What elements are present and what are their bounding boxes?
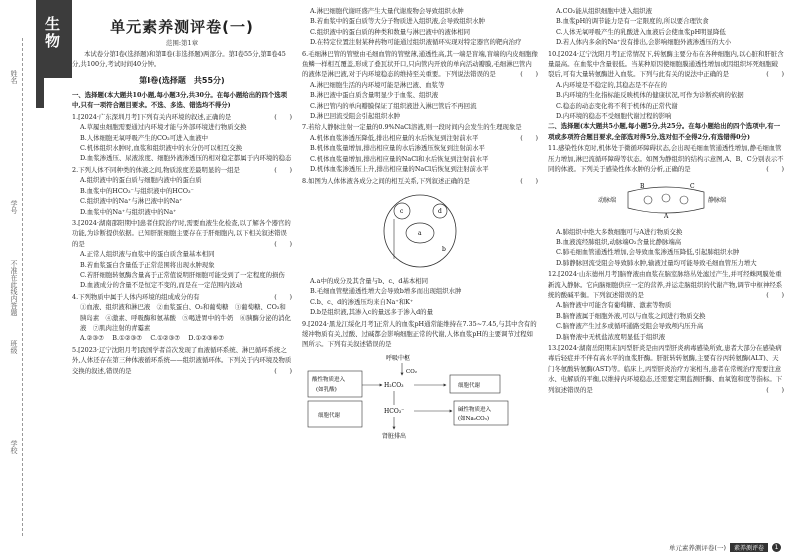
ph-regulation-figure xyxy=(302,353,538,441)
answer-blank: ( ) xyxy=(274,239,292,248)
option-d: D.机体血浆渗透压上升,排出相应量的NaCl后恢复到注射前水平 xyxy=(310,165,489,174)
q5-option-c: C.组织液中的蛋白质的种类和数量与淋巴液中的液体相同 xyxy=(310,27,471,36)
footer-badge: 素养测评卷 xyxy=(730,543,768,552)
option-d: D.血液成分的含量不是恒定不变的,而是在一定范围内波动 xyxy=(80,281,243,290)
acid-src-label: (如乳酸) xyxy=(316,386,337,393)
option-a: A.②③⑦ xyxy=(80,334,104,343)
vein-label: 静脉端 xyxy=(708,196,727,204)
lung-tissue-figure xyxy=(548,178,784,224)
option-b: B.脑脊液属于细胞外液,可以与血浆之间进行物质交换 xyxy=(556,311,706,320)
answer-blank: ( ) xyxy=(274,165,292,174)
column-3 xyxy=(548,0,784,395)
question-stem: 11.感染性休克时,机体处于微循环障碍状态,会出现毛细血管通透性增加,静毛细血管压力增加,淋巴流循环障碍等状态。如图为静组织的结构示意图,A、B、C分别表示不同的体液。下列关于感染性体水肿的分析,正确的是 xyxy=(548,144,784,174)
q5-option-b: B.若血浆中的蛋白质等大分子物质进入组织液,会导致组织水肿 xyxy=(310,17,485,26)
question-7 xyxy=(302,122,538,174)
label-c: C xyxy=(690,182,695,190)
base-in-label: 碱性物质进入 xyxy=(458,406,492,413)
option-a: A.草履虫细胞需要通过内环境才能与外部环境进行物质交换 xyxy=(80,123,247,132)
column-1 xyxy=(72,0,292,376)
option-c: C.若肝细胞转氨酶含量高于正常值说明肝细胞可能受到了一定程度的损伤 xyxy=(80,270,285,279)
answer-blank: ( ) xyxy=(274,366,292,375)
q9-option-a: A.CO₂能从组织细胞中进入组织液 xyxy=(556,7,653,15)
option-d: D.b是组织液,其渗入c的量远多于渗入d的量 xyxy=(310,308,433,317)
option-a: A.肺组织中绝大多数细胞可与A进行物质交换 xyxy=(556,227,683,236)
metabolism-label: 细胞代谢 xyxy=(458,382,481,389)
acid-in-label: 酸性物质进入 xyxy=(312,376,346,383)
question-stem: 12.[2024·山东德州月考]脑脊液由血浆在脑室脉络丛处滤过产生,并可经蛛网膜处重新流入静脉。它向脑细胞供应一定的营养,并运走脑组织的代谢产物,调节中枢神经系统的酸碱平衡。下列叙述错误的是 xyxy=(548,270,783,299)
margin-id-label: 学号 xyxy=(10,200,18,214)
answer-blank: ( ) xyxy=(766,290,784,299)
q5-option-a: A.淋巴细胞代谢旺盛产生大量代谢废物会导致组织水肿 xyxy=(310,7,464,15)
question-11 xyxy=(548,143,784,268)
capillary-shape xyxy=(628,187,704,213)
h2co3-label: H₂CO₃ xyxy=(384,381,404,389)
base-src-label: (如Na₂CO₃) xyxy=(458,415,490,422)
option-b: B.淋巴液中蛋白质含量明显少于血浆、组织液 xyxy=(310,91,439,100)
question-stem: 13.[2024·湖南岳阳期末]丙型肝炎是由丙型肝炎病毒感染所致,患者大部分在感染病毒后轻症并不伴有高水平的血浆肝酶。肝脏转转氨酶,主要有谷丙转氨酶(ALT)、天门冬氨酸转氨酶(AST)等。临床上,丙型肝炎治疗方案相当,患者在常规治疗需要注意水、电解质的平衡,以维持内环境稳态,还需要定期监测肝酶、血氧饱和度等指标。下列叙述错误的是 xyxy=(548,343,783,394)
option-d: D.肺静脉回流受阻会导致肺水肿,输液过量均可能导致毛细血管压力增大 xyxy=(556,258,757,267)
question-stem: 2.下列人体不同种类的体液之间,物质浓度差最明显的一组是 xyxy=(72,165,240,174)
option-b: B.机体血浆量增加,排出相应量的水后渗透压恢复到注射前水平 xyxy=(310,144,485,153)
binding-margin xyxy=(0,0,34,556)
question-stem: 7.若给人静脉注射一定量的0.9%NaCl溶液,则一段时间内会发生的生理现象是 xyxy=(302,123,522,132)
question-5 xyxy=(72,345,292,376)
part-2-instructions: 二、选择题(本大题共5小题,每小题5分,共25分。在每小题给出的四个选项中,有一项或多项符合题目要求,全部选对得5分,选对但不全得2分,有选错得0分) xyxy=(548,122,780,141)
label-a: a xyxy=(418,229,422,237)
question-2 xyxy=(72,165,292,217)
option-c: C.组织液中的Na⁺与淋巴液中的Na⁺ xyxy=(80,197,183,206)
answer-blank: ( ) xyxy=(274,112,292,121)
option-c: C.肺毛细血管通透性增加,会导致血浆渗透压降低,引起肺组织水肿 xyxy=(556,248,740,257)
answer-blank: ( ) xyxy=(766,70,784,79)
q5-option-d: D.在特定位置注射某种药物可能通过组织液循环实现对特定器官的靶向治疗 xyxy=(310,38,522,47)
question-6 xyxy=(302,49,538,122)
option-a: A.机体血浆渗透压降低,排出相应量的水后恢复到注射前水平 xyxy=(310,133,479,142)
option-b: B.内环境的生化指标能反映机体的健康状况,可作为诊断疾病的依据 xyxy=(556,91,744,100)
question-stem: 9.[2024·黑龙江绥化月考]正常人的血浆pH通常能维持在7.35~7.45,与其中含有的缓冲物质有关,过酸、过碱都会影响细胞正常的代谢,人体血浆pH的主要调节过程如图所示。下列有关叙述错误的是 xyxy=(302,319,537,349)
label-a: A xyxy=(664,212,669,220)
scope: 范围:第1章 xyxy=(165,39,199,48)
answer-blank: ( ) xyxy=(766,385,784,394)
cell-3 xyxy=(680,196,688,204)
answer-blank: ( ) xyxy=(274,292,292,301)
part-1-instructions: 一、选择题(本大题共10小题,每小题3分,共30分。在每小题给出的四个选项中,只有一项符合题目要求。不选、多选、错选均不得分) xyxy=(72,91,288,110)
option-a: A.组织液中的蛋白质与细胞内液中的蛋白质 xyxy=(80,176,202,185)
question-stem: 3.[2024·湖南邵阳期中]患者住院治疗时,需要血液生化检查,以了解各个器官的功能,为诊断提供依据。已知肝脏细胞主要存在于肝细胞内,以下相关叙述错误的是 xyxy=(72,218,291,248)
option-c: C.机体组织水肿时,血浆和组织液中的水分仍可以相互交换 xyxy=(80,144,243,153)
lung-tissue-diagram xyxy=(548,178,784,224)
option-b: B.①②③⑦ xyxy=(112,334,142,343)
question-stem: 1.[2024·广东深圳月考]下列有关内环境的叙述,正确的是 xyxy=(72,112,232,121)
option-a: A.淋巴细胞生活的内环境可能是淋巴液、血浆等 xyxy=(310,80,445,89)
footer-label: 单元素养测评卷(一) xyxy=(668,544,726,552)
q9-option-c: C.人体无氧呼吸产生的乳酸进入血液后会使血浆pH明显降低 xyxy=(556,27,726,36)
q9-option-d: D.若人体内多余的Na⁺没有排出,会影响细胞外液渗透压的大小 xyxy=(556,38,732,47)
option-d: D.内环境的稳态不受细胞代谢过程的影响 xyxy=(556,112,672,121)
question-stem: 8.如图为人体体液各成分之间的相互关系,下列叙述正确的是 xyxy=(302,176,470,185)
question-3 xyxy=(72,218,292,291)
margin-name-label: 姓名 xyxy=(10,70,18,84)
section-1-title: 第Ⅰ卷(选择题 共55分) xyxy=(139,75,225,85)
page-number: 1 xyxy=(772,543,781,552)
option-d: D.①②③⑥⑦ xyxy=(188,334,224,343)
question-8 xyxy=(302,176,538,318)
column-2 xyxy=(302,0,538,444)
question-1 xyxy=(72,112,292,164)
label-d: d xyxy=(438,207,442,215)
q9-option-b: B.血浆pH的调节能力是有一定限度的,所以要合理饮食 xyxy=(556,17,709,26)
option-a: A.内环境是不稳定的,其稳态是不存在的 xyxy=(556,80,667,89)
label-b: b xyxy=(442,245,446,253)
option-b: B.血液流经肺组织,动脉端O₂含量比静脉端高 xyxy=(556,237,682,246)
option-d: D.淋巴回流受阻会引起组织水肿 xyxy=(310,112,401,121)
answer-blank: ( ) xyxy=(520,176,538,185)
subject-stripe xyxy=(36,78,44,108)
option-c: C.机体血浆量增加,排出相应量的NaCl和水后恢复到注射前水平 xyxy=(310,154,489,163)
answer-blank: ( ) xyxy=(520,133,538,142)
hco3-label: HCO₃⁻ xyxy=(384,407,405,415)
ph-regulation-diagram xyxy=(302,353,538,441)
option-b: B.人体细胞无氧呼吸产生的CO₂可进入血液中 xyxy=(80,133,209,142)
question-stem: 10.[2024·辽宁沈阳月考]正常情况下,转氨酶主要分布在各种细胞内,以心脏和肝脏含量最高。在血浆中含量很低。当某种原因使细胞膜通透性增加或因组织坏死细胞破裂后,可有大量转氨酶进入血浆。下列与此有关的说法中正确的是 xyxy=(548,49,784,79)
body-fluid-diagram xyxy=(302,189,538,273)
question-9 xyxy=(302,319,538,441)
intro: 本试卷分第Ⅰ卷(选择题)和第Ⅱ卷(非选择题)两部分。第Ⅰ卷55分,第Ⅱ卷45分,共100分,考试时间40分钟。 xyxy=(72,49,286,69)
option-b: B.若血浆蛋白含量低于正常范围将出现水肿现象 xyxy=(80,260,215,269)
option-c: C.b、c、d的渗透压均来自Na⁺和K⁺ xyxy=(310,297,414,306)
option-b: B.毛细血管壁通透性增大会导致b增多而出现组织水肿 xyxy=(310,287,462,296)
question-stem: 4.下列物质中属于人体内环境的组成成分的有 xyxy=(72,292,200,301)
option-d: D.脑脊液中无机盐浓度明显低于组织液 xyxy=(556,332,666,341)
question-4 xyxy=(72,292,292,344)
option-d: D.血浆中的Na⁺与组织液中的Na⁺ xyxy=(80,207,177,216)
body-fluid-figure xyxy=(302,189,538,273)
answer-blank: ( ) xyxy=(520,70,538,79)
option-d: D.血浆渗透压、尿液浓度、细胞外液渗透压的相对稳定都属于内环境的稳态 xyxy=(80,154,292,163)
option-a: A.脑脊液中可能含有葡萄糖、激素等物质 xyxy=(556,301,672,310)
question-13 xyxy=(548,343,784,395)
co2-label: CO₂ xyxy=(406,368,417,375)
label-c: c xyxy=(400,207,404,215)
option-c: C.脑脊液产生过多或循环通路受阻会导致颅内压升高 xyxy=(556,322,704,331)
question-12 xyxy=(548,269,784,342)
page-title: 单元素养测评卷(一) xyxy=(110,18,254,36)
margin-school-label: 学校 xyxy=(10,440,18,454)
cell-1 xyxy=(644,196,652,204)
option-a: A.a中的成分及其含量与b、c、d基本相同 xyxy=(310,276,429,285)
option-c: C.淋巴管内的单向瓣膜保证了组织液进入淋巴管后不再回流 xyxy=(310,101,477,110)
excrete-label: 肾脏排出 xyxy=(382,432,407,440)
option-b: B.血浆中的HCO₃⁻与组织液中的HCO₃⁻ xyxy=(80,186,194,195)
question-4-options xyxy=(72,333,292,343)
binding-line xyxy=(22,38,23,536)
margin-class-label: 班级 xyxy=(10,340,18,354)
option-c: C.稳态的动态变化将不利于机体的正常代谢 xyxy=(556,101,678,110)
breath-center-label: 呼吸中枢 xyxy=(386,354,411,362)
cell-label: 细胞代谢 xyxy=(318,412,341,419)
label-b: B xyxy=(640,182,645,190)
option-c: C.①②③⑦ xyxy=(150,334,180,343)
question-stem: 5.[2023·辽宁沈阳月考]我国学者首次发现了血液循环系统、淋巴循环系统之外,人体还存在第三种体液循环系统——组织液循环体。下列关于内环境及物质交换的叙述,错误的是 xyxy=(72,345,292,375)
answer-blank: ( ) xyxy=(766,165,784,174)
margin-note: 不准在此线内答题 xyxy=(10,260,18,316)
question-4-items: ①血液、组织液和淋巴液 ②血浆蛋白、O₂和葡萄糖 ③葡萄糖、CO₂和胰岛素 ④激素、呼吸酶和氨基酸 ⑤喝进胃中的牛奶 ⑥胰酶分泌的消化液 ⑦肌肉注射的青霉素 xyxy=(80,303,291,332)
subject-label: 生物 xyxy=(43,16,61,50)
cell-2 xyxy=(662,194,670,202)
acid-box xyxy=(308,371,362,397)
question-stem: 6.毛细淋巴管的管壁由毛细血管的管壁薄,通透性高,其一端是盲端,盲端的内皮细胞像鱼鳞一样相互覆盖,形成了叠瓦状开口,只向管内开放的单向活动瓣膜,毛细淋巴管内的液体是淋巴液,对于内环境稳态的维持至关重要。下列说法错误的是 xyxy=(302,49,538,79)
option-a: A.正常人组织液与血浆中的蛋白质含量基本相同 xyxy=(80,250,215,259)
subject-tab xyxy=(36,0,72,78)
question-10 xyxy=(548,49,784,122)
page-footer xyxy=(669,543,781,552)
artery-label: 动脉端 xyxy=(598,196,617,204)
